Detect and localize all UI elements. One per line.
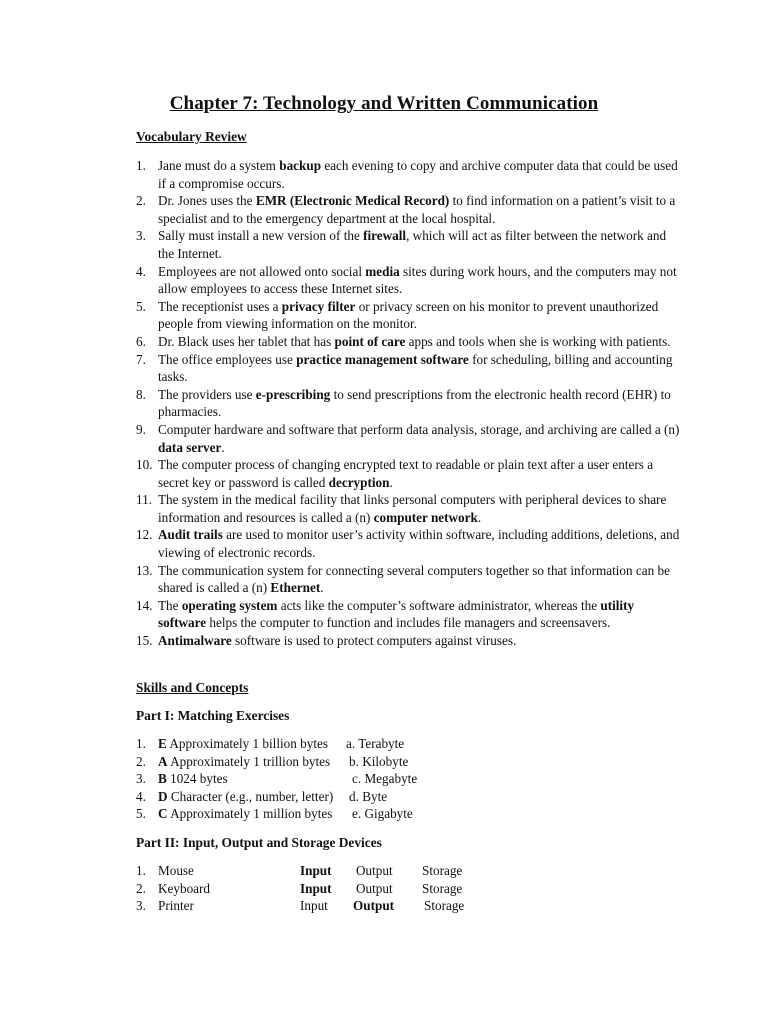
matching-row: 5. C Approximately 1 million bytes e. Gigabyte [136,806,413,822]
vocab-term: data server [158,439,222,455]
list-item: 2. Dr. Jones uses the EMR (Electronic Medical Record) to find information on a patient’s visit to a specialist and to the emergency department at the local hospital. [136,193,676,226]
matching-row: 4. D Character (e.g., number, letter) d. Byte [136,788,388,804]
choice-input: Input [300,898,328,914]
device-name: Keyboard [158,880,210,896]
list-item: 11. The system in the medical facility that links personal computers with peripheral devices to share information and resources is called a (n) computer network. [136,492,667,525]
vocab-term: decryption [328,474,390,490]
vocabulary-list [136,157,684,650]
vocab-term: backup [279,158,322,173]
list-item: 14. The operating system acts like the computer’s software administrator, whereas the utility software helps the computer to function and includes file managers and screensavers. [136,597,635,631]
matching-row: 2. A Approximately 1 trillion bytes b. Kilobyte [136,753,409,769]
part2-heading: Part II: Input, Output and Storage Devices [136,835,382,850]
vocab-term: Antimalware [158,633,232,649]
vocab-term: media [365,263,400,279]
device-row: 2. Keyboard Input Output Storage [136,880,463,896]
device-name: Mouse [158,863,194,878]
vocab-term: EMR (Electronic Medical Record) [255,193,450,209]
matching-answer: C [158,806,168,822]
matching-answer: E [158,736,167,751]
list-item: 4. Employees are not allowed onto social media sites during work hours, and the computers may not allow employees to access these Internet sites. [136,263,677,297]
matching-option: e. Gigabyte [352,806,413,822]
vocab-term: Audit trails [158,527,223,543]
page-title: Chapter 7: Technology and Written Communication [169,93,599,114]
list-item: 15. Antimalware software is used to protect computers against viruses. [136,633,517,649]
matching-option: c. Megabyte [352,771,418,787]
device-list [136,862,496,915]
choice-output: Output [356,880,393,896]
vocab-term: computer network [373,509,478,525]
matching-row: 3. B 1024 bytes c. Megabyte [136,771,418,787]
device-name: Printer [158,898,194,914]
vocab-term: point of care [334,333,406,349]
list-item: 7. The office employees use practice management software for scheduling, billing and accounting tasks. [136,351,673,385]
choice-input: Input [300,863,332,878]
vocab-term: Ethernet [270,580,321,596]
vocab-term: operating system [181,597,278,613]
part1-heading: Part I: Matching Exercises [136,708,290,723]
matching-option: d. Byte [349,788,388,804]
matching-list [136,735,456,823]
list-item: 13. The communication system for connecting several computers together so that information can be shared is called a (n) Ethernet. [136,562,670,596]
list-item: 3. Sally must install a new version of the firewall, which will act as filter between the network and the Internet. [136,228,667,261]
choice-output: Output [353,898,395,914]
list-item: 8. The providers use e-prescribing to send prescriptions from the electronic health record (EHR) to pharmacies. [136,386,671,420]
choice-output: Output [356,863,393,878]
matching-answer: D [158,788,168,804]
choice-storage: Storage [422,880,463,896]
matching-row: 1. E Approximately 1 billion bytes a. Terabyte [136,736,405,751]
list-item: 9. Computer hardware and software that perform data analysis, storage, and archiving are called a (n) data server. [136,421,680,455]
list-item: 10. The computer process of changing encrypted text to readable or plain text after a user enters a secret key or password is called decryption. [136,457,654,490]
matching-option: a. Terabyte [346,736,405,751]
device-row: 1. Mouse Input Output Storage [136,863,463,878]
vocabulary-review-heading: Vocabulary Review [136,129,247,144]
vocab-term: practice management software [296,351,469,367]
list-item: 5. The receptionist uses a privacy filter or privacy screen on his monitor to prevent unauthorized people from viewing information on the monitor. [136,298,659,332]
list-item: 1. Jane must do a system backup each evening to copy and archive computer data that could be used if a compromise occurs. [136,158,678,191]
list-item: 12. Audit trails are used to monitor user’s activity within software, including additions, deletions, and viewing of electronic records. [136,527,680,561]
choice-input: Input [300,880,332,896]
matching-answer: B [158,771,167,787]
choice-storage: Storage [422,863,463,878]
skills-concepts-heading: Skills and Concepts [136,680,249,695]
device-row: 3. Printer Input Output Storage [136,898,465,914]
vocab-term: e-prescribing [255,386,331,402]
choice-storage: Storage [424,898,465,914]
list-item: 6. Dr. Black uses her tablet that has point of care apps and tools when she is working with patients. [136,333,671,349]
vocab-term: utility software [158,597,635,631]
matching-answer: A [158,753,168,769]
vocab-term: privacy filter [281,298,356,314]
matching-option: b. Kilobyte [349,753,409,769]
vocab-term: firewall [363,228,407,244]
